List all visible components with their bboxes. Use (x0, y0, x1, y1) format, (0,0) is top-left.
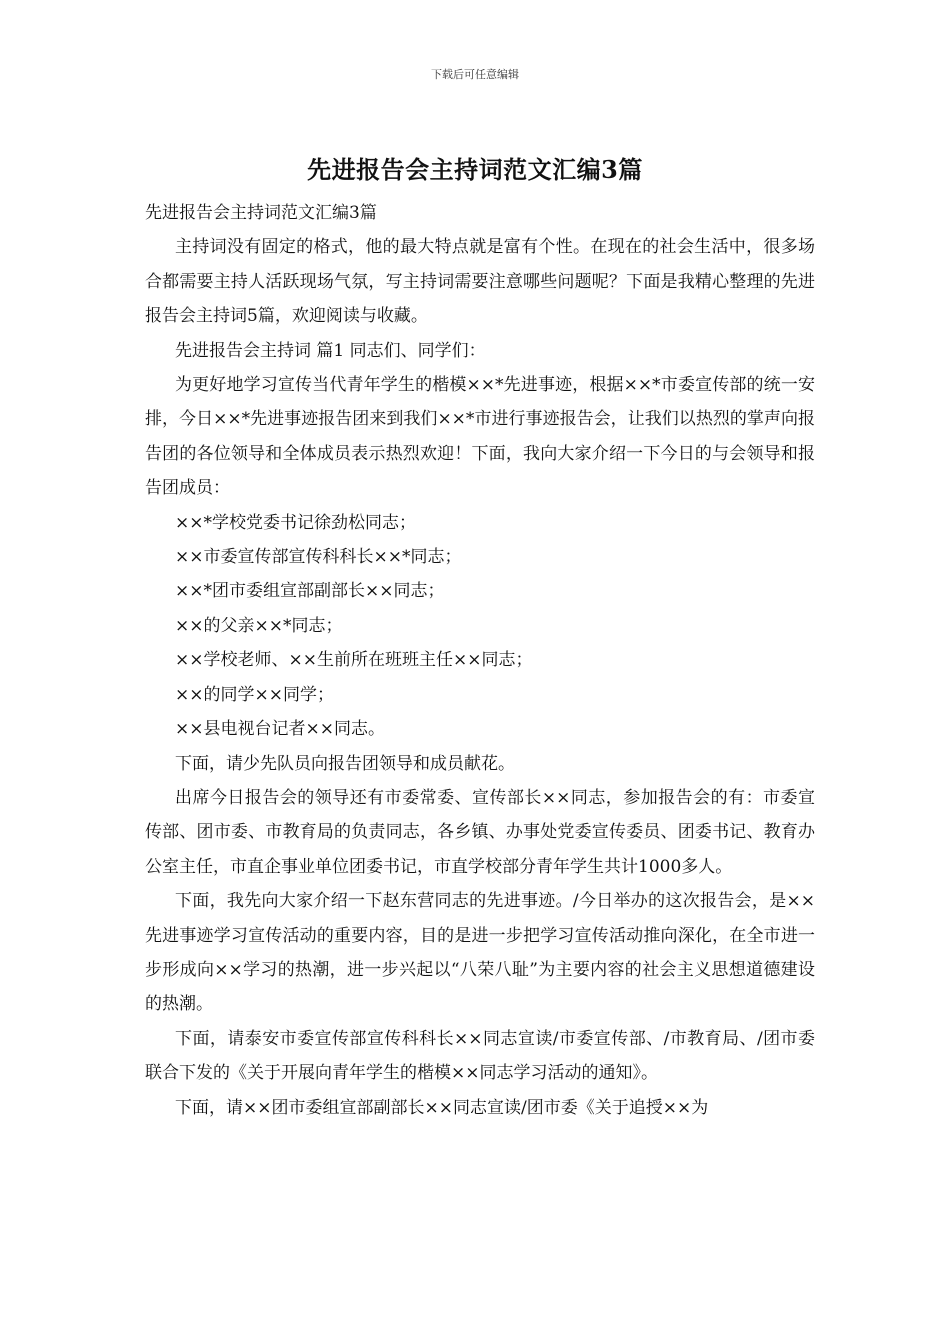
list-item: ××县电视台记者××同志。 (175, 719, 385, 740)
list-item: ××学校老师、××生前所在班班主任××同志； (175, 650, 533, 671)
page-header: 下载后可任意编辑 (431, 68, 519, 81)
paragraph: 下面，请泰安市委宣传部宣传科科长××同志宣读/市委宣传部、/市教育局、/团市委联合下发的《关于开展向青年学生的楷模××同志学习活动的通知》。 (145, 1028, 815, 1084)
list-item: ××*团市委组宣部副部长××同志； (175, 581, 445, 602)
paragraph: 出席今日报告会的领导还有市委常委、宣传部长××同志，参加报告会的有：市委宣传部、团市委、市教育局的负责同志，各乡镇、办事处党委宣传委员、团委书记、教育办公室主任，市直企事业单位团委书记，市直学校部分青年学生共计1000多人。 (145, 787, 815, 877)
document-title: 先进报告会主持词范文汇编3篇 (307, 155, 643, 184)
document-body (145, 196, 815, 1125)
paragraph: 下面，请少先队员向报告团领导和成员献花。 (175, 753, 515, 774)
list-item: ××的父亲××*同志； (175, 615, 343, 636)
paragraph: 为更好地学习宣传当代青年学生的楷模××*先进事迹，根据××*市委宣传部的统一安排，今日××*先进事迹报告团来到我们××*市进行事迹报告会，让我们以热烈的掌声向报告团的各位领导和全体成员表示热烈欢迎！下面，我向大家介绍一下今日的与会领导和报告团成员： (145, 375, 815, 499)
paragraph: 主持词没有固定的格式，他的最大特点就是富有个性。在现在的社会生活中，很多场合都需要主持人活跃现场气氛，写主持词需要注意哪些问题呢？下面是我精心整理的先进报告会主持词5篇，欢迎阅读与收藏。 (145, 237, 815, 327)
list-item: ××市委宣传部宣传科科长××*同志； (175, 547, 462, 568)
paragraph: 先进报告会主持词 篇1 同志们、同学们： (175, 340, 486, 361)
paragraph: 下面，我先向大家介绍一下赵东营同志的先进事迹。/今日举办的这次报告会，是××先进事迹学习宣传活动的重要内容，目的是进一步把学习宣传活动推向深化，在全市进一步形成向××学习的热潮，进一步兴起以“八荣八耻”为主要内容的社会主义思想道德建设的热潮。 (145, 891, 815, 1015)
paragraph: 先进报告会主持词范文汇编3篇 (145, 203, 377, 223)
list-item: ××的同学××同学； (175, 684, 334, 705)
list-item: ××*学校党委书记徐劲松同志； (175, 512, 416, 533)
paragraph: 下面，请××团市委组宣部副部长××同志宣读/团市委《关于追授××为 (175, 1097, 709, 1118)
